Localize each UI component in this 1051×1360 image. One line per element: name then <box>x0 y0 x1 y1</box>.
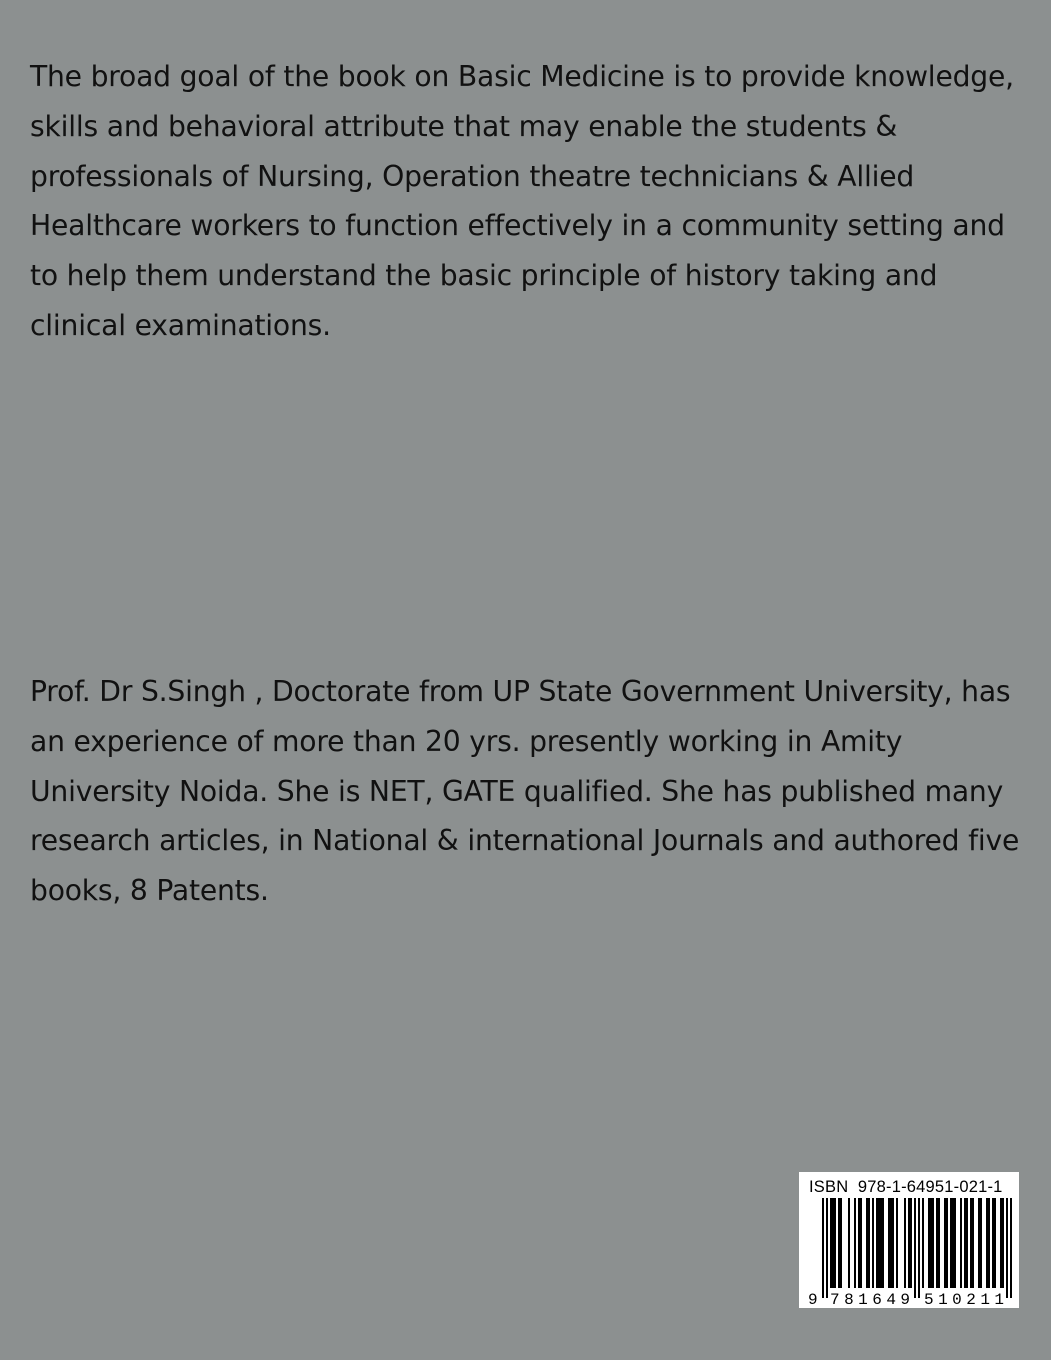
barcode-bar <box>928 1198 934 1288</box>
barcode-bar <box>896 1198 898 1288</box>
barcode-bar <box>848 1198 850 1288</box>
barcode-bar <box>888 1198 894 1288</box>
barcode-bar <box>904 1198 906 1288</box>
barcode-digit-first: 9 <box>808 1291 818 1308</box>
isbn-barcode <box>799 1172 1019 1308</box>
barcode-bar <box>830 1198 836 1288</box>
barcode-bar <box>866 1198 870 1288</box>
isbn-label: ISBN 978-1-64951-021-1 <box>809 1178 1003 1196</box>
barcode-graphic <box>799 1172 1019 1308</box>
barcode-bar <box>950 1198 956 1288</box>
barcode-bar <box>854 1198 856 1288</box>
barcode-bar <box>970 1198 974 1288</box>
author-bio: Prof. Dr S.Singh , Doctorate from UP State Government University, has an experience of more than 20 yrs. presently working in Amity University Noida. She is NET, GATE qualified. She has published many research articles, in National & international Journals and authored five books, 8 Patents. <box>30 675 1020 908</box>
barcode-bar <box>872 1198 874 1288</box>
barcode-bar <box>964 1198 968 1288</box>
barcode-bar <box>914 1198 916 1298</box>
barcode-bar <box>858 1198 862 1288</box>
barcode-bar <box>838 1198 842 1288</box>
barcode-bar <box>944 1198 948 1288</box>
barcode-bar <box>1000 1198 1004 1288</box>
barcode-bar <box>876 1198 884 1288</box>
barcode-bar <box>1006 1198 1008 1298</box>
barcode-bar <box>826 1198 828 1298</box>
book-description: The broad goal of the book on Basic Medicine is to provide knowledge, skills and behavioral attribute that may enable the students & professionals of Nursing, Operation theatre technicians & Allied Healthcare workers to function effectively in a community setting and to help them understand the basic principle of history taking and clinical examinations. <box>30 60 1014 342</box>
barcode-bar <box>1010 1198 1012 1298</box>
barcode-bar <box>822 1198 824 1298</box>
barcode-bar <box>936 1198 940 1288</box>
barcode-bar <box>908 1198 912 1288</box>
barcode-bar <box>922 1198 924 1288</box>
barcode-bar <box>992 1198 996 1288</box>
barcode-bar <box>978 1198 982 1288</box>
barcode-bar <box>986 1198 990 1288</box>
barcode-digits-left: 781649 <box>830 1291 910 1308</box>
barcode-bar <box>960 1198 962 1288</box>
barcode-digits-right: 510211 <box>924 1291 1004 1308</box>
barcode-bar <box>918 1198 920 1298</box>
